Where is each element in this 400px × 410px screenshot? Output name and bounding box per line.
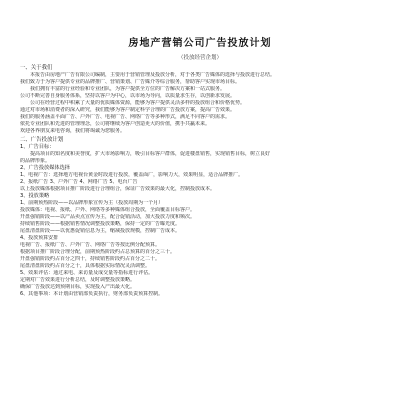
document-title: 房地产营销公司广告投放计划 — [128, 38, 272, 49]
strategy-line: 电视广告、报纸广告、户外广告、网络广告等按比例分配预算。 — [20, 242, 161, 248]
intro-line: 欢迎各界朋友来电咨询，我们将竭诚为您服务。 — [20, 128, 126, 134]
strategy-line: 持续销售阶段——根据销售情况调整投放策略，保持一定的广告曝光度。 — [20, 221, 181, 227]
intro-line: 公司不断完善自身服务体系，坚持以客户为中心，以市场为导向，以质量求生存，以创新求发展。 — [20, 93, 236, 99]
strategy-line: 尾盘清盘阶段约占百分之十，具体根据实际情况灵活调整。 — [20, 263, 151, 269]
strategy-line: 1、前期预热阶段——以品牌形象宣传为主（投放周期为一个月） — [20, 200, 164, 206]
media-line: 1、电视广告：选择地方电视台黄金时段进行投放，覆盖面广，影响力大，效果明显，适合品牌推广。 — [20, 172, 244, 178]
strategy-line: 开盘强销阶段约占百分之四十，持续销售阶段约占百分之二十。 — [20, 256, 161, 262]
subsection-heading-goal: 1、广告目标： — [20, 144, 55, 150]
strategy-line: 定期对广告效果进行分析总结，及时调整投放策略。 — [20, 277, 136, 283]
goal-line: 的品牌形象。 — [20, 158, 51, 164]
strategy-line: 5、效果评估：通过来电、来访量及成交量等指标进行评估。 — [20, 270, 154, 276]
media-line: 以上投放媒体根据项目推广阶段进行合理组合，保证广告效果的最大化，控制投放成本。 — [20, 186, 216, 192]
goal-line: 提高项目的知名度和美誉度，扩大市场影响力，吸引目标客户群体，促进楼盘销售，实现销售目标，树立良好 — [30, 151, 271, 157]
strategy-line: 4、投放预算安排 — [20, 235, 59, 241]
intro-line: 我们的服务涵盖平面广告、户外广告、电视广告、网络广告等多种形式，满足不同客户的需求。 — [20, 114, 231, 120]
section-heading-plan: 二、广告投放计划 — [20, 137, 64, 143]
strategy-line: 开盘强销阶段——以产品卖点宣传为主，配合促销活动，加大投放力度和频次。 — [20, 214, 196, 220]
intro-line: 通过对市场和消费者的深入研究，我们能够为客户制定科学合理的广告投放方案，提高广告效果。 — [20, 107, 236, 113]
intro-line: 公司在经营过程中积累了大量的优质媒体资源，能够为客户提供灵活多样的投放组合和价格优势。 — [30, 100, 246, 106]
strategy-line: 投放媒体：电视、报纸、户外、网络等多种媒体组合投放，全面覆盖目标客户。 — [20, 207, 196, 213]
strategy-line: 确保广告投放达到预期目标，实现投入产出最大化。 — [20, 284, 136, 290]
subsection-heading-strategy: 3、投放策略 — [20, 193, 50, 199]
section-heading-about: 一、关于我们 — [20, 65, 53, 71]
strategy-line: 6、其他事项：本计划由营销部负责执行，财务部负责预算控制。 — [20, 291, 164, 297]
intro-line: 我们拥有丰富的行业经验和专业团队，为客户提供全方位的广告解决方案和一站式服务。 — [30, 86, 226, 92]
strategy-line: 根据项目推广阶段合理分配，前期预热阶段约占总预算的百分之三十。 — [20, 249, 176, 255]
intro-line: 依托专业团队和先进的管理理念，公司将继续为客户创造更大的价值，携手共赢未来。 — [20, 121, 211, 127]
strategy-line: 尾盘清盘阶段——以优惠促销信息为主，缩减投放规模，控制广告成本。 — [20, 228, 181, 234]
media-line: 2、报纸广告 3、户外广告 4、网络广告 5、电台广告 — [20, 179, 138, 185]
intro-line: 我们致力于为客户提供专业的品牌推广、营销策划、广告媒介等综合服务，帮助客户实现市场目标。 — [20, 79, 241, 85]
intro-line: 本报告由房地产广告有限公司编制，主要用于营销管理及投放分析，对于各类广告媒体的选择与投放进行总结。 — [30, 72, 276, 78]
subsection-heading-media: 2、广告投放媒体选择 — [20, 165, 70, 171]
document-subtitle: （投放经营企划） — [177, 55, 222, 61]
